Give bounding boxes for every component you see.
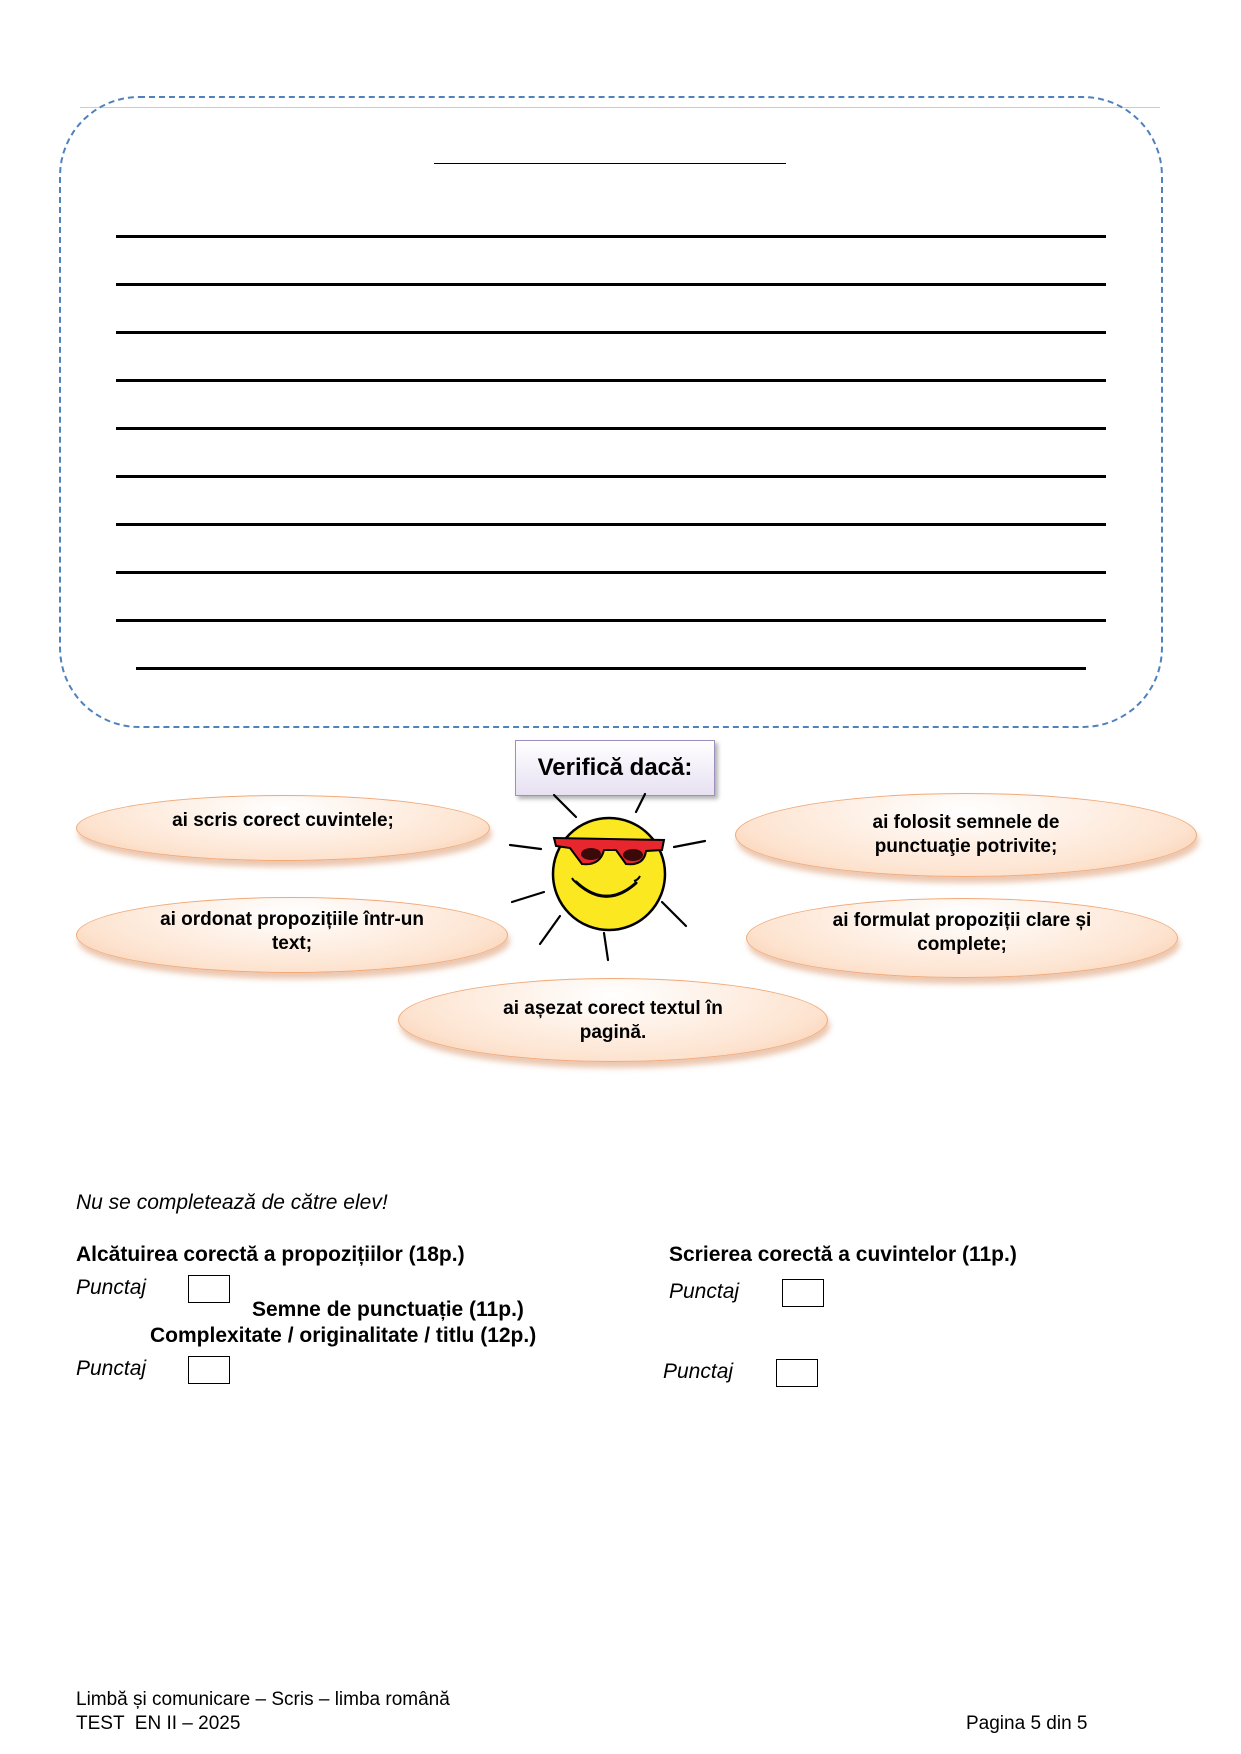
sun-icon (508, 790, 716, 965)
footer-test: TEST EN II – 2025 (76, 1713, 241, 1734)
page-number: Pagina 5 din 5 (966, 1713, 1088, 1734)
check-item-clarity: ai formulat propoziții clare și complete; (746, 898, 1178, 978)
score-label: Punctaj (76, 1276, 147, 1299)
writing-line[interactable] (136, 667, 1086, 670)
writing-line[interactable] (116, 283, 1106, 286)
score-box-cuvinte[interactable] (782, 1279, 824, 1307)
check-item-words: ai scris corect cuvintele; (76, 795, 490, 861)
check-item-layout: ai așezat corect textul în pagină. (398, 978, 828, 1062)
check-item-order: ai ordonat propozițiile într-un text; (76, 897, 508, 973)
writing-line[interactable] (116, 571, 1106, 574)
score-box-complexitate[interactable] (188, 1356, 230, 1384)
writing-line[interactable] (116, 331, 1106, 334)
criterion-punctuatie: Semne de punctuație (11p.) (252, 1298, 524, 1321)
check-title-box (515, 740, 715, 796)
writing-frame (59, 96, 1163, 728)
writing-line[interactable] (116, 427, 1106, 430)
score-label: Punctaj (663, 1360, 734, 1383)
score-box-punctuatie[interactable] (776, 1359, 818, 1387)
writing-line[interactable] (116, 619, 1106, 622)
teacher-note: Nu se completează de către elev! (76, 1191, 388, 1214)
writing-line[interactable] (116, 235, 1106, 238)
check-title: Verifică dacă: (537, 754, 693, 781)
criterion-propozitii: Alcătuirea corectă a propozițiilor (18p.) (76, 1243, 465, 1266)
writing-line[interactable] (116, 475, 1106, 478)
writing-line[interactable] (116, 379, 1106, 382)
footer-subject: Limbă și comunicare – Scris – limba română (76, 1689, 450, 1710)
criterion-complexitate: Complexitate / originalitate / titlu (12p.) (150, 1324, 537, 1347)
criterion-cuvinte: Scrierea corectă a cuvintelor (11p.) (669, 1243, 1017, 1266)
title-line[interactable] (434, 163, 786, 164)
score-box-propozitii[interactable] (188, 1275, 230, 1303)
score-label: Punctaj (76, 1357, 147, 1380)
score-label: Punctaj (669, 1280, 740, 1303)
writing-line[interactable] (116, 523, 1106, 526)
check-item-punctuation: ai folosit semnele de punctuaţie potrivite; (735, 793, 1197, 877)
